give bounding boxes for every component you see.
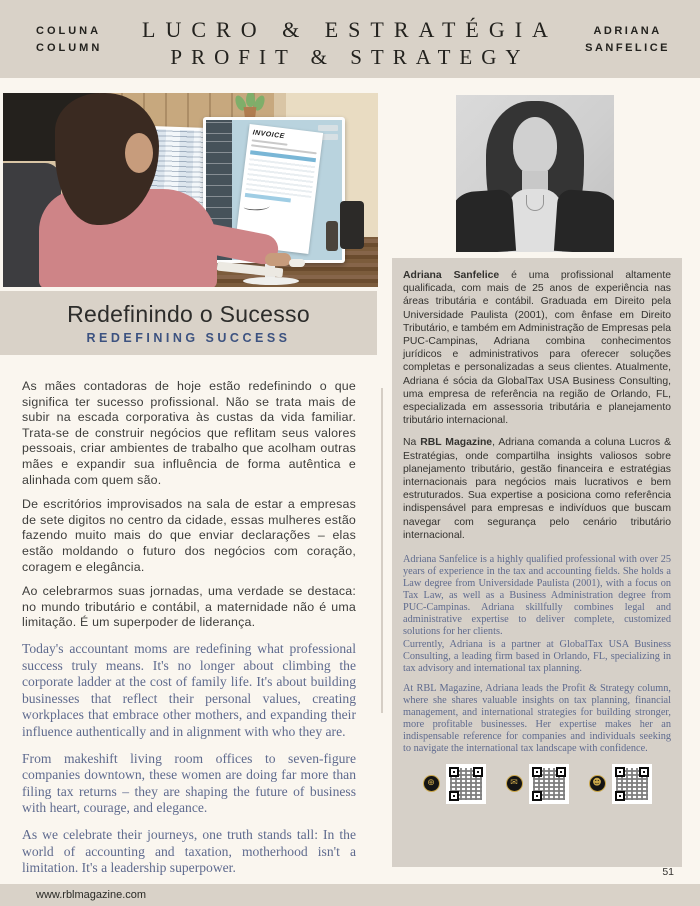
invoice-app-button <box>318 125 338 131</box>
author-first-name: ADRIANA <box>593 25 662 37</box>
invoice-table-rows <box>246 156 316 198</box>
column-divider <box>381 388 383 713</box>
author-bio-box <box>392 258 682 867</box>
article-paragraph-pt: Ao celebrarmos suas jornadas, uma verdade se destaca: no mundo tributário e contábil, a maternidade não é uma limitação. É um superpoder de liderança. <box>22 584 356 630</box>
woman-face <box>125 133 153 173</box>
article-body-pt <box>22 379 356 640</box>
author-bio-en <box>403 554 671 755</box>
bio-author-name-bold: Adriana Sanfelice <box>403 270 500 281</box>
qr-group-website <box>423 764 486 804</box>
portrait-face <box>513 117 557 175</box>
desk-stamp <box>340 201 364 249</box>
article-heading-box <box>0 291 377 355</box>
article-paragraph-en: From makeshift living room offices to seven-figure companies downtown, these women are doing far more than filing tax returns – they are shaping the future of business with heart, courage, and elegance. <box>22 750 356 816</box>
bio-text: , Adriana comanda a coluna Lucros & Estratégias, onde compartilha insights valiosos sobre planejamento tributário, gestão financeira e estratégias internacionais para negócios mais lucrativos e bem estruturados. Sua expertise a posiciona como referência indispensável para empresas e indivíduos que buscam navegar com segurança pelo cenário tributário internacional. <box>403 437 671 541</box>
qr-code <box>446 764 486 804</box>
bio-paragraph-en: Adriana Sanfelice is a highly qualified professional with over 25 years of experience in the tax and accounting fields. She holds a Law degree from Universidade Paulista (2001), with a focus on Tax Law, as well as a Business Administration degree from PUC-Campinas. Adriana skillfully combines legal and administrative expertise to deliver complete, customized solutions for her clients. <box>403 554 671 637</box>
woman-hand <box>265 253 291 266</box>
website-url: www.rblmagazine.com <box>36 889 147 901</box>
article-title-en: REDEFINING SUCCESS <box>86 331 291 345</box>
bio-paragraph-en: At RBL Magazine, Adriana leads the Profit & Strategy column, where she shares valuable insights on tax planning, financial management, and international strategies for building stronger, more profitable businesses. Her expertise makes her an indispensable reference for companies and individuals seeking to navigate the international tax landscape with confidence. <box>403 683 671 754</box>
bio-magazine-name-bold: RBL Magazine <box>420 437 493 449</box>
bio-text: Na <box>403 437 421 449</box>
invoice-signature <box>244 202 270 210</box>
header-bar <box>0 0 700 78</box>
desk-pen-holder <box>326 221 338 251</box>
person-icon: ☻ <box>589 775 606 792</box>
bio-paragraph-pt <box>403 269 671 427</box>
author-name <box>585 23 670 57</box>
globe-icon: ⊕ <box>423 775 440 792</box>
qr-code <box>612 764 652 804</box>
column-badge-line1: COLUNA <box>36 25 102 37</box>
article-paragraph-en: Today's accountant moms are redefining what professional success truly means. It's no longer about climbing the corporate ladder at the cost of family life. It's about building businesses that reflect their personal values, creating workplaces that embrace other mothers, and expanding their influence authentically and in alignment with who they are. <box>22 641 356 739</box>
column-title-pt: LUCRO & ESTRATÉGIA <box>142 17 558 42</box>
article-paragraph-pt: As mães contadoras de hoje estão redefinindo o que significa ter sucesso profissional. Não se trata mais de subir na escada corporativa às custas da vida familiar. Trata-se de construir negócios que reflitam seus valores pessoais, criar ambientes de trabalho que acolham outras mães e expandir sua influência de forma autêntica e alinhada com quem são. <box>22 379 356 487</box>
portrait-blazer <box>456 189 516 252</box>
author-last-name: SANFELICE <box>585 42 670 54</box>
portrait-necklace <box>526 195 544 211</box>
qr-code <box>529 764 569 804</box>
portrait-blazer <box>554 189 614 252</box>
column-badge-line2: COLUMN <box>36 42 103 54</box>
monitor-base <box>243 277 299 285</box>
footer-bar <box>0 884 700 906</box>
qr-group-contact <box>589 764 652 804</box>
article-body-en <box>22 641 356 887</box>
mail-icon: ✉ <box>506 775 523 792</box>
article-title-pt: Redefinindo o Sucesso <box>67 301 310 327</box>
bio-paragraph-en: Currently, Adriana is a partner at GlobalTax USA Business Consulting, a leading firm based in Orlando, FL, specializing in tax advisory and international tax planning. <box>403 639 671 675</box>
office-photo <box>3 93 378 287</box>
qr-code-row <box>403 764 671 804</box>
column-title-en: PROFIT & STRATEGY <box>170 45 530 69</box>
bio-paragraph-pt <box>403 436 671 542</box>
page-number: 51 <box>662 866 674 878</box>
qr-group-email <box>506 764 569 804</box>
author-portrait <box>456 95 614 252</box>
article-paragraph-en: As we celebrate their journeys, one truth stands tall: In the world of accounting and taxation, motherhood isn't a limitation. It's a leadership superpower. <box>22 826 356 876</box>
bio-text: é uma profissional altamente qualificada, com mais de 25 anos de experiência nas áreas tributária e contábil. Graduada em Direito pela Universidade Paulista (2001), com ênfase em Direito Tributário, e também em Administração de Empresas pela PUC-Campinas, Adriana combina conhecimentos jurídicos e administrativos para oferecer soluções completas e personalizadas a seus clientes. Atualmente, Adriana é sócia da GlobalTax USA Business Consulting, uma empresa de referência na região de Orlando, FL, especializada em assessoria tributária e planejamento tributário internacional. <box>403 270 671 427</box>
invoice-title: INVOICE <box>252 129 286 141</box>
mouse <box>289 259 305 267</box>
article-paragraph-pt: De escritórios improvisados na sala de estar a empresas de sete digitos no centro da cidade, essas mulheres estão fazendo muito mais do que enviar declarações – elas estão moldando o futuro dos negócios com coração, coragem e elegância. <box>22 497 356 574</box>
